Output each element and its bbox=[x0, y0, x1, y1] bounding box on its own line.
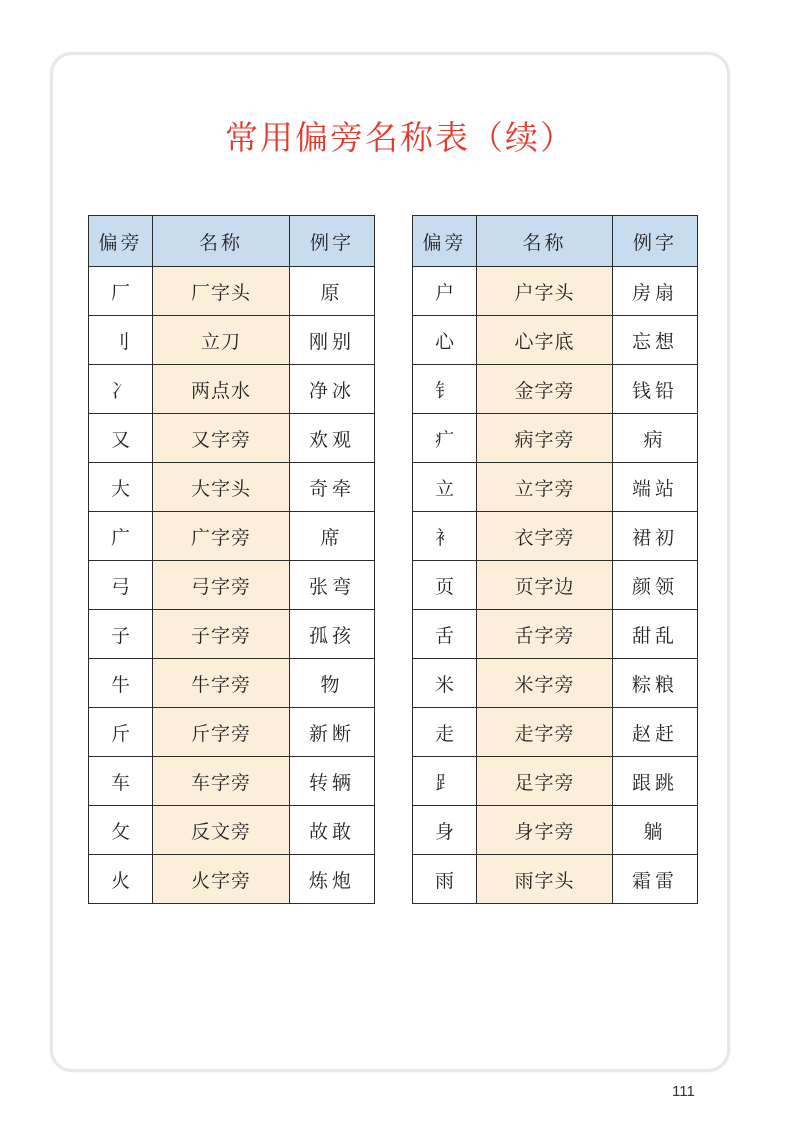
table-row bbox=[89, 561, 375, 610]
radical-cell: 车 bbox=[89, 757, 153, 806]
radical-cell: 页 bbox=[413, 561, 477, 610]
example-chars-cell: 张弯 bbox=[290, 561, 375, 610]
table-header-row bbox=[413, 216, 698, 267]
radical-cell: 牛 bbox=[89, 659, 153, 708]
radical-name-cell: 反文旁 bbox=[153, 806, 290, 855]
example-chars-cell: 新断 bbox=[290, 708, 375, 757]
radical-cell: 厂 bbox=[89, 267, 153, 316]
radical-cell: 走 bbox=[413, 708, 477, 757]
radical-name-cell: 心字底 bbox=[477, 316, 613, 365]
radical-name-cell: 金字旁 bbox=[477, 365, 613, 414]
example-chars-cell: 炼炮 bbox=[290, 855, 375, 904]
page-number: 111 bbox=[672, 1083, 695, 1100]
example-chars-cell: 刚别 bbox=[290, 316, 375, 365]
table-body bbox=[89, 267, 375, 904]
header-name: 名称 bbox=[477, 216, 613, 267]
radical-cell: 户 bbox=[413, 267, 477, 316]
table-body bbox=[413, 267, 698, 904]
example-chars-cell: 赵赶 bbox=[613, 708, 698, 757]
radical-name-cell: 子字旁 bbox=[153, 610, 290, 659]
radical-cell: 刂 bbox=[89, 316, 153, 365]
table-row bbox=[413, 610, 698, 659]
radical-cell: 斤 bbox=[89, 708, 153, 757]
table-row bbox=[89, 365, 375, 414]
radical-cell: 衤 bbox=[413, 512, 477, 561]
table-row bbox=[413, 316, 698, 365]
table-row bbox=[413, 806, 698, 855]
table-row bbox=[89, 757, 375, 806]
radical-name-cell: 弓字旁 bbox=[153, 561, 290, 610]
radical-cell: 攵 bbox=[89, 806, 153, 855]
radical-name-cell: 页字边 bbox=[477, 561, 613, 610]
example-chars-cell: 钱铅 bbox=[613, 365, 698, 414]
example-chars-cell: 席 bbox=[290, 512, 375, 561]
table-row bbox=[89, 610, 375, 659]
table-row bbox=[89, 267, 375, 316]
radical-cell: 大 bbox=[89, 463, 153, 512]
table-row bbox=[413, 561, 698, 610]
table-header-row bbox=[89, 216, 375, 267]
radical-name-cell: 足字旁 bbox=[477, 757, 613, 806]
radical-cell: 又 bbox=[89, 414, 153, 463]
radical-cell: 身 bbox=[413, 806, 477, 855]
radical-name-cell: 户字头 bbox=[477, 267, 613, 316]
radical-cell: ⻊ bbox=[413, 757, 477, 806]
radical-cell: 舌 bbox=[413, 610, 477, 659]
radical-cell: 米 bbox=[413, 659, 477, 708]
example-chars-cell: 端站 bbox=[613, 463, 698, 512]
radical-name-cell: 斤字旁 bbox=[153, 708, 290, 757]
radical-cell: 疒 bbox=[413, 414, 477, 463]
example-chars-cell: 跟跳 bbox=[613, 757, 698, 806]
table-row bbox=[89, 855, 375, 904]
header-radical: 偏旁 bbox=[89, 216, 153, 267]
table-row bbox=[89, 806, 375, 855]
radical-name-cell: 舌字旁 bbox=[477, 610, 613, 659]
example-chars-cell: 欢观 bbox=[290, 414, 375, 463]
example-chars-cell: 裙初 bbox=[613, 512, 698, 561]
header-example: 例字 bbox=[613, 216, 698, 267]
radical-name-cell: 雨字头 bbox=[477, 855, 613, 904]
table-row bbox=[89, 463, 375, 512]
radical-name-cell: 米字旁 bbox=[477, 659, 613, 708]
example-chars-cell: 故敢 bbox=[290, 806, 375, 855]
table-row bbox=[413, 757, 698, 806]
example-chars-cell: 转辆 bbox=[290, 757, 375, 806]
radical-table-right bbox=[412, 215, 698, 904]
radical-cell: 心 bbox=[413, 316, 477, 365]
example-chars-cell: 物 bbox=[290, 659, 375, 708]
example-chars-cell: 原 bbox=[290, 267, 375, 316]
header-example: 例字 bbox=[290, 216, 375, 267]
table-row bbox=[89, 708, 375, 757]
radical-cell: 子 bbox=[89, 610, 153, 659]
radical-cell: 冫 bbox=[89, 365, 153, 414]
radical-table-left bbox=[88, 215, 375, 904]
example-chars-cell: 颜领 bbox=[613, 561, 698, 610]
radical-name-cell: 立字旁 bbox=[477, 463, 613, 512]
example-chars-cell: 孤孩 bbox=[290, 610, 375, 659]
radical-name-cell: 车字旁 bbox=[153, 757, 290, 806]
example-chars-cell: 忘想 bbox=[613, 316, 698, 365]
radical-name-cell: 广字旁 bbox=[153, 512, 290, 561]
radical-name-cell: 大字头 bbox=[153, 463, 290, 512]
table-row bbox=[413, 512, 698, 561]
table-row bbox=[413, 365, 698, 414]
table-row bbox=[89, 316, 375, 365]
radical-cell: 弓 bbox=[89, 561, 153, 610]
table-row bbox=[89, 414, 375, 463]
radical-cell: 钅 bbox=[413, 365, 477, 414]
example-chars-cell: 病 bbox=[613, 414, 698, 463]
radical-cell: 立 bbox=[413, 463, 477, 512]
header-radical: 偏旁 bbox=[413, 216, 477, 267]
example-chars-cell: 净冰 bbox=[290, 365, 375, 414]
radical-name-cell: 走字旁 bbox=[477, 708, 613, 757]
radical-name-cell: 火字旁 bbox=[153, 855, 290, 904]
radical-name-cell: 两点水 bbox=[153, 365, 290, 414]
table-row bbox=[413, 659, 698, 708]
radical-cell: 火 bbox=[89, 855, 153, 904]
table-row bbox=[413, 267, 698, 316]
example-chars-cell: 躺 bbox=[613, 806, 698, 855]
table-row bbox=[413, 708, 698, 757]
example-chars-cell: 霜雷 bbox=[613, 855, 698, 904]
table-row bbox=[413, 855, 698, 904]
example-chars-cell: 粽粮 bbox=[613, 659, 698, 708]
radical-name-cell: 病字旁 bbox=[477, 414, 613, 463]
radical-name-cell: 牛字旁 bbox=[153, 659, 290, 708]
radical-name-cell: 厂字头 bbox=[153, 267, 290, 316]
example-chars-cell: 房扇 bbox=[613, 267, 698, 316]
radical-name-cell: 立刀 bbox=[153, 316, 290, 365]
radical-cell: 广 bbox=[89, 512, 153, 561]
radical-name-cell: 又字旁 bbox=[153, 414, 290, 463]
example-chars-cell: 奇牵 bbox=[290, 463, 375, 512]
table-row bbox=[89, 512, 375, 561]
header-name: 名称 bbox=[153, 216, 290, 267]
table-row bbox=[89, 659, 375, 708]
table-row bbox=[413, 414, 698, 463]
table-row bbox=[413, 463, 698, 512]
page-title: 常用偏旁名称表（续） bbox=[225, 118, 575, 157]
radical-cell: 雨 bbox=[413, 855, 477, 904]
example-chars-cell: 甜乱 bbox=[613, 610, 698, 659]
radical-name-cell: 衣字旁 bbox=[477, 512, 613, 561]
radical-name-cell: 身字旁 bbox=[477, 806, 613, 855]
